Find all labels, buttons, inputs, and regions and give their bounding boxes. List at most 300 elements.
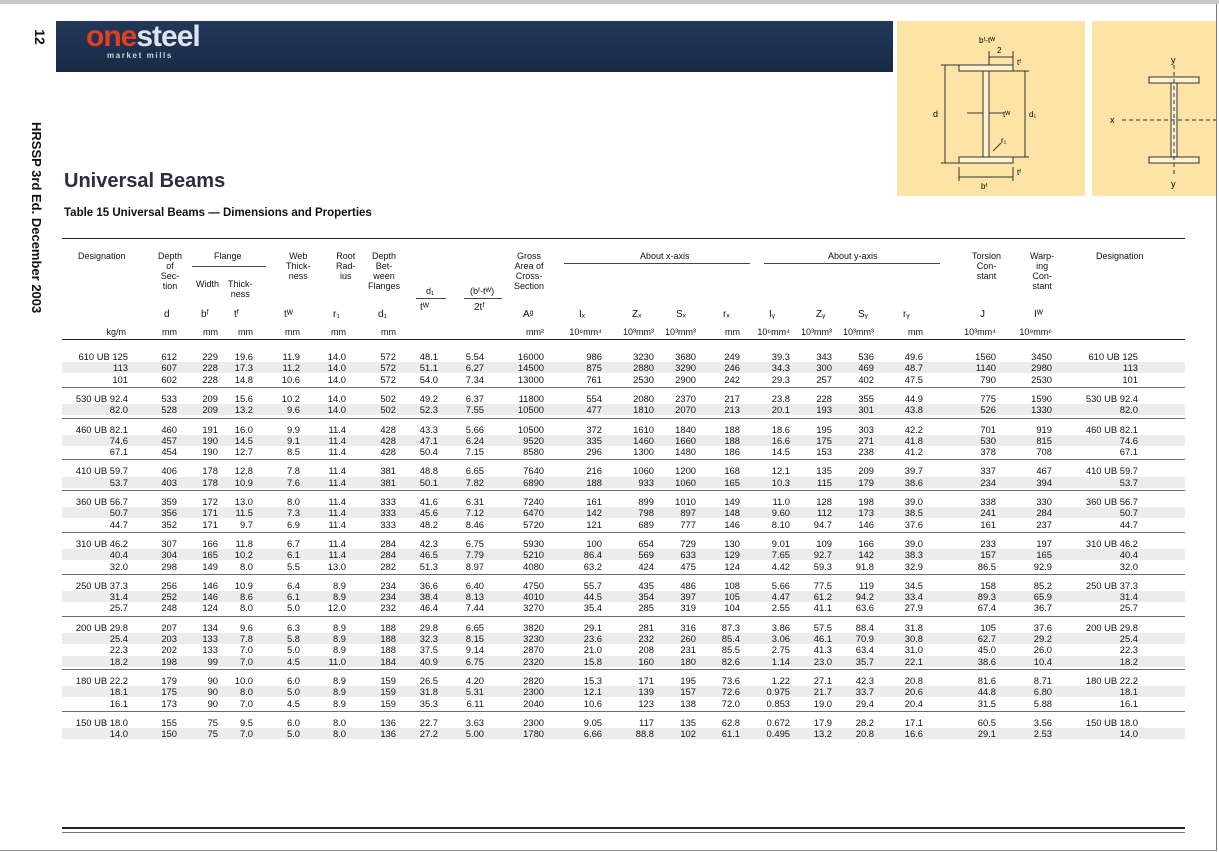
table-cell: 188 [724,434,740,446]
table-bottom-rule-thin [62,832,1185,833]
table-cell: 35.7 [855,655,874,667]
table-cell: 8580 [523,446,544,458]
table-cell: 70.9 [855,633,874,644]
unit-2: mm [203,327,218,337]
table-cell: 209 [858,465,874,477]
table-cell: 29.4 [855,697,874,709]
table-cell: 17.3 [234,362,253,374]
table-cell: 16.0 [234,423,253,435]
group-divider [62,418,1185,419]
group-divider [62,669,1185,670]
table-cell: 761 [586,373,602,385]
header-root-radius: Root Rad- ius [336,251,356,281]
table-cell: 34.3 [771,362,790,374]
symbol-6: tᵂ [420,302,430,313]
table-cell: 428 [380,423,396,435]
table-cell: 62.8 [721,716,740,728]
table-cell: 37.5 [419,644,438,656]
group-divider [62,459,1185,460]
designation-cell: 31.4 [1119,591,1138,603]
table-cell: 46.4 [419,602,438,614]
designation-cell: 530 UB 92.4 [1085,392,1138,404]
table-cell: 195 [816,423,832,435]
table-cell: 333 [380,496,396,507]
table-cell: 8.6 [239,591,253,603]
table-cell: 0.495 [766,728,790,740]
table-cell: 252 [161,591,177,603]
table-cell: 9.5 [239,716,253,728]
table-cell: 31.0 [904,644,923,656]
table-cell: 136 [380,716,396,728]
table-cell: 36.7 [1033,602,1052,614]
table-cell: 338 [980,496,996,507]
table-cell: 57.5 [813,621,832,633]
table-cell: 530 [980,434,996,446]
table-cell: 7.79 [465,549,484,561]
table-cell: 59.3 [813,560,832,572]
table-cell: 161 [586,496,602,507]
table-cell: 14.0 [327,373,346,385]
table-cell: 159 [380,674,396,686]
table-cell: 48.8 [419,465,438,477]
table-cell: 528 [161,404,177,416]
table-cell: 20.1 [771,404,790,416]
table-cell: 1300 [633,446,654,458]
table-cell: 13.0 [234,496,253,507]
designation-cell: 25.4 [109,633,128,644]
table-cell: 40.9 [419,655,438,667]
table-cell: 7.3 [286,507,300,519]
table-cell: 208 [638,644,654,656]
table-cell: 17.9 [813,716,832,728]
table-cell: 5.88 [1033,697,1052,709]
symbol-1: bᶠ [201,309,209,320]
table-cell: 1330 [1031,404,1052,416]
table-cell: 284 [380,537,396,549]
table-cell: 5.66 [465,423,484,435]
table-cell: 61.1 [721,728,740,740]
designation-cell: 53.7 [109,476,128,488]
flange-underline [192,266,266,267]
table-cell: 47.5 [904,373,923,385]
table-cell: 2320 [523,655,544,667]
logo-steel: steel [136,20,200,53]
edition-side-text: HRSSP 3rd Ed. December 2003 [29,122,44,314]
table-cell: 48.2 [419,518,438,530]
table-cell: 146 [202,579,218,591]
unit-16: 10³mm³ [843,327,874,337]
table-cell: 135 [816,465,832,477]
table-cell: 790 [980,373,996,385]
table-cell: 6.0 [286,716,300,728]
table-cell: 5.0 [286,728,300,740]
header-gross-area: Gross Area of Cross- Section [514,251,545,291]
table-cell: 572 [380,362,396,374]
designation-cell: 410 UB 59.7 [1085,465,1138,477]
table-cell: 38.5 [904,507,923,519]
header-depth: Depth of Sec- tion [158,251,183,291]
table-cell: 1060 [633,465,654,477]
label-r1: r₁ [1001,136,1007,145]
unit-3: mm [238,327,253,337]
table-cell: 397 [680,591,696,603]
table-cell: 1.14 [771,655,790,667]
table-cell: 355 [858,392,874,404]
table-cell: 190 [202,434,218,446]
table-top-rule [62,238,1185,239]
table-cell: 38.4 [419,591,438,603]
symbol-7: 2tᶠ [474,302,485,313]
table-cell: 572 [380,373,396,385]
header-ratio: (bᶠ-tᵂ) [470,286,495,296]
table-cell: 6.31 [465,496,484,507]
table-cell: 8.0 [332,716,346,728]
table-cell: 238 [858,446,874,458]
table-cell: 149 [724,496,740,507]
table-cell: 10500 [517,423,544,435]
section-dimension-diagram [897,21,1085,196]
table-cell: 41.1 [813,602,832,614]
table-cell: 178 [202,465,218,477]
table-cell: 5.0 [286,602,300,614]
onesteel-logo [86,22,200,52]
table-cell: 8.9 [332,633,346,644]
table-cell: 249 [724,351,740,362]
unit-0: kg/m [106,327,126,337]
table-cell: 13.0 [327,560,346,572]
designation-cell: 200 UB 29.8 [1085,621,1138,633]
table-cell: 228 [202,362,218,374]
table-cell: 77.5 [813,579,832,591]
table-cell: 20.8 [904,674,923,686]
table-cell: 14.0 [327,404,346,416]
table-cell: 256 [161,579,177,591]
table-cell: 475 [680,560,696,572]
designation-cell: 18.1 [1119,686,1138,698]
table-cell: 612 [161,351,177,362]
table-cell: 3.86 [771,621,790,633]
table-cell: 55.7 [583,579,602,591]
table-cell: 27.2 [419,728,438,740]
designation-cell: 310 UB 46.2 [75,537,128,549]
table-cell: 188 [380,633,396,644]
table-cell: 5.00 [465,728,484,740]
table-cell: 11.9 [282,351,300,362]
table-cell: 9.7 [239,518,253,530]
page-number: 12 [32,29,48,45]
table-cell: 45.6 [419,507,438,519]
header-bar [56,21,893,72]
table-cell: 4.47 [771,591,790,603]
designation-cell: 530 UB 92.4 [75,392,128,404]
symbol-8: Aᵍ [523,309,534,320]
table-cell: 11.4 [328,446,346,458]
table-cell: 87.3 [721,621,740,633]
table-cell: 149 [202,560,218,572]
table-cell: 435 [638,579,654,591]
designation-cell: 18.1 [109,686,128,698]
unit-6: mm [381,327,396,337]
table-cell: 7.8 [239,633,253,644]
table-cell: 14.0 [327,362,346,374]
table-caption: Table 15 Universal Beams — Dimensions and Properties [64,207,372,219]
designation-cell: 22.3 [109,644,128,656]
table-cell: 46.5 [419,549,438,561]
table-cell: 12.1 [583,686,602,698]
table-cell: 242 [724,373,740,385]
table-cell: 179 [858,476,874,488]
table-cell: 8.9 [332,621,346,633]
table-cell: 536 [858,351,874,362]
table-cell: 602 [161,373,177,385]
table-cell: 6.3 [286,621,300,633]
table-cell: 46.1 [813,633,832,644]
header-designation: Designation [78,251,126,261]
group-divider [62,574,1185,575]
designation-cell: 101 [112,373,128,385]
table-cell: 153 [816,446,832,458]
table-cell: 11.5 [235,507,253,519]
table-cell: 100 [586,537,602,549]
table-cell: 186 [724,446,740,458]
table-cell: 8.97 [465,560,484,572]
table-cell: 8.9 [332,644,346,656]
table-cell: 138 [680,697,696,709]
designation-cell: 14.0 [109,728,128,740]
table-cell: 304 [161,549,177,561]
table-cell: 307 [161,537,177,549]
table-cell: 168 [724,465,740,477]
table-cell: 11.4 [328,537,346,549]
table-cell: 29.1 [977,728,996,740]
table-cell: 191 [202,423,218,435]
table-cell: 5.66 [771,579,790,591]
table-cell: 207 [161,621,177,633]
table-cell: 15.8 [583,655,602,667]
table-cell: 63.4 [855,644,874,656]
table-cell: 6.11 [466,697,484,709]
table-cell: 39.0 [904,537,923,549]
table-cell: 1660 [675,434,696,446]
table-cell: 85.4 [721,633,740,644]
designation-cell: 44.7 [1119,518,1138,530]
designation-cell: 150 UB 18.0 [75,716,128,728]
table-cell: 352 [161,518,177,530]
table-cell: 11.0 [772,496,790,507]
table-cell: 10.9 [234,579,253,591]
table-cell: 897 [680,507,696,519]
table-cell: 7240 [523,496,544,507]
table-cell: 35.4 [583,602,602,614]
table-cell: 6.75 [465,655,484,667]
header-about-y: About y-axis [824,251,882,261]
table-cell: 5.5 [286,560,300,572]
table-cell: 39.0 [904,496,923,507]
table-cell: 337 [980,465,996,477]
table-cell: 23.6 [583,633,602,644]
table-cell: 136 [380,728,396,740]
table-cell: 119 [859,579,874,591]
table-cell: 155 [161,716,177,728]
table-cell: 10.2 [281,392,300,404]
label-d1: d₁ [1029,110,1037,119]
label-tf-bottom: tᶠ [1017,168,1022,177]
table-cell: 8.10 [771,518,790,530]
table-cell: 82.6 [721,655,740,667]
table-cell: 14500 [517,362,544,374]
table-cell: 5930 [523,537,544,549]
table-cell: 2530 [633,373,654,385]
table-cell: 257 [816,373,832,385]
table-cell: 4080 [523,560,544,572]
unit-10: 10⁶mm⁴ [569,327,602,337]
table-cell: 217 [724,392,740,404]
table-cell: 14.8 [234,373,253,385]
designation-cell: 310 UB 46.2 [1085,537,1138,549]
table-cell: 284 [380,549,396,561]
table-cell: 14.0 [327,392,346,404]
table-cell: 90 [207,674,218,686]
table-cell: 2.55 [771,602,790,614]
designation-cell: 82.0 [109,404,128,416]
designation-cell: 610 UB 125 [78,351,128,362]
table-cell: 171 [202,518,218,530]
label-two: 2 [997,46,1002,55]
table-cell: 319 [680,602,696,614]
designation-cell: 360 UB 56.7 [1085,496,1138,507]
table-cell: 5.0 [286,686,300,698]
group-divider [62,532,1185,533]
unit-11: 10³mm³ [623,327,654,337]
table-cell: 271 [858,434,874,446]
table-cell: 49.2 [419,392,438,404]
table-cell: 359 [161,496,177,507]
symbol-4: r₁ [333,309,340,320]
table-cell: 232 [380,602,396,614]
table-cell: 8.0 [239,560,253,572]
table-cell: 6.0 [286,674,300,686]
table-cell: 128 [816,496,832,507]
table-cell: 701 [980,423,996,435]
table-cell: 112 [817,507,832,519]
table-cell: 50.1 [419,476,438,488]
header-flange-thickness: Thick- ness [228,279,253,299]
table-cell: 13.2 [234,404,253,416]
group-divider [62,490,1185,491]
table-cell: 209 [202,392,218,404]
header-flange: Flange [214,251,242,261]
table-cell: 11.2 [282,362,300,374]
designation-cell: 200 UB 29.8 [75,621,128,633]
table-cell: 31.5 [977,697,996,709]
table-cell: 8.0 [286,496,300,507]
table-cell: 6.65 [465,465,484,477]
table-cell: 231 [680,644,696,656]
table-cell: 27.9 [904,602,923,614]
table-cell: 6470 [523,507,544,519]
table-cell: 2080 [633,392,654,404]
table-cell: 7.0 [239,728,253,740]
table-cell: 2.53 [1033,728,1052,740]
table-cell: 21.0 [583,644,602,656]
table-cell: 7.55 [465,404,484,416]
table-cell: 67.4 [977,602,996,614]
table-cell: 333 [380,518,396,530]
table-cell: 6.9 [286,518,300,530]
unit-18: 10³mm⁴ [964,327,996,337]
table-cell: 86.5 [977,560,996,572]
table-cell: 173 [858,507,874,519]
table-cell: 6.80 [1033,686,1052,698]
table-cell: 372 [586,423,602,435]
header-flange-width: Width [196,279,220,289]
designation-cell: 74.6 [109,434,128,446]
table-cell: 246 [724,362,740,374]
table-cell: 1460 [633,434,654,446]
table-cell: 428 [380,434,396,446]
table-cell: 4.42 [771,560,790,572]
table-cell: 23.0 [813,655,832,667]
table-cell: 406 [161,465,177,477]
table-cell: 123 [638,697,654,709]
table-cell: 133 [202,633,218,644]
table-cell: 7.34 [465,373,484,385]
table-cell: 11.4 [328,549,346,561]
table-cell: 0.975 [766,686,790,698]
table-cell: 6.66 [583,728,602,740]
table-cell: 172 [202,496,218,507]
label-bf: bᶠ [981,182,988,191]
table-cell: 8.9 [332,579,346,591]
symbol-11: Sₓ [676,309,686,320]
table-cell: 94.7 [813,518,832,530]
table-cell: 424 [638,560,654,572]
table-cell: 171 [202,507,218,519]
table-cell: 285 [638,602,654,614]
table-cell: 11.4 [328,507,346,519]
table-cell: 36.6 [419,579,438,591]
unit-1: mm [162,327,177,337]
table-cell: 148 [724,507,740,519]
page-top-edge [0,0,1219,4]
table-cell: 330 [1036,496,1052,507]
table-cell: 45.0 [977,644,996,656]
table-cell: 121 [586,518,602,530]
unit-17: mm [908,327,923,337]
table-cell: 173 [161,697,177,709]
table-cell: 467 [1036,465,1052,477]
table-cell: 30.8 [904,633,923,644]
symbol-10: Zₓ [632,309,642,320]
label-bf-tw: bᶠ-tᵂ [979,36,996,45]
table-cell: 48.7 [904,362,923,374]
table-cell: 15.3 [583,674,602,686]
table-cell: 65.9 [1033,591,1052,603]
designation-cell: 25.4 [1119,633,1138,644]
table-cell: 2880 [633,362,654,374]
table-cell: 1010 [675,496,696,507]
table-cell: 2900 [675,373,696,385]
table-cell: 124 [724,560,740,572]
table-cell: 43.8 [904,404,923,416]
table-cell: 11.8 [235,537,253,549]
table-cell: 10.6 [281,373,300,385]
table-cell: 16000 [517,351,544,362]
table-cell: 0.672 [766,716,790,728]
unit-4: mm [285,327,300,337]
designation-cell: 82.0 [1119,404,1138,416]
table-cell: 52.3 [419,404,438,416]
